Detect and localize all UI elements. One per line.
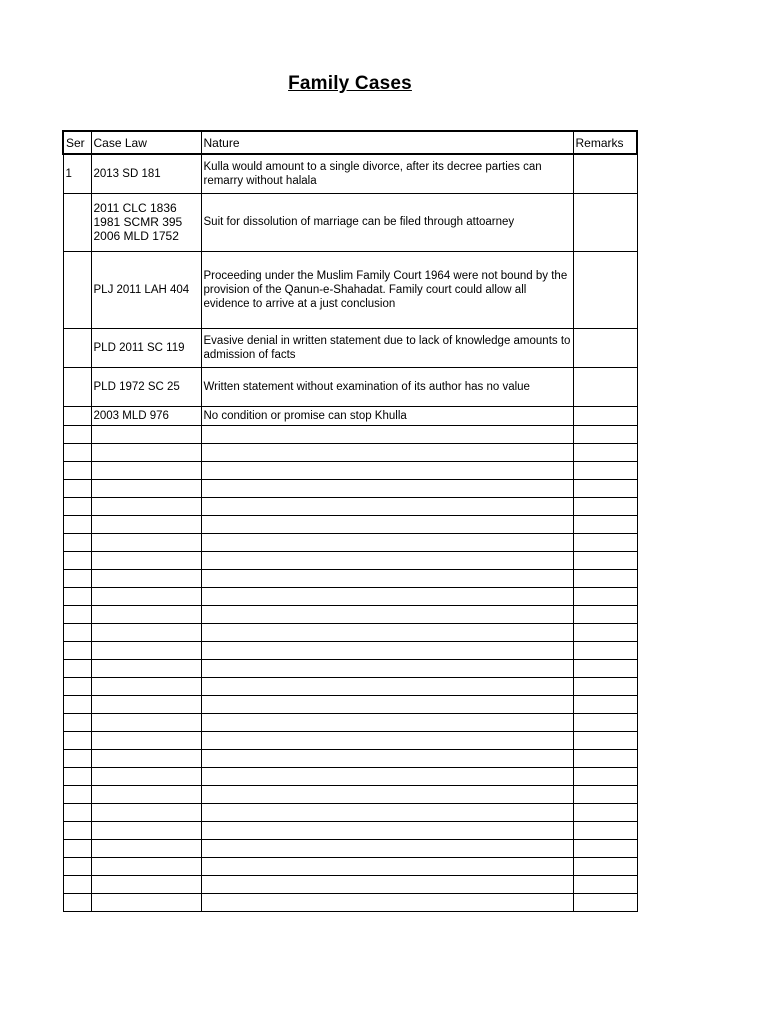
empty-cell xyxy=(201,749,573,767)
empty-cell xyxy=(91,641,201,659)
empty-cell xyxy=(63,605,91,623)
empty-cell xyxy=(91,731,201,749)
empty-cell xyxy=(573,893,637,911)
cell-case-law: 2011 CLC 1836 1981 SCMR 395 2006 MLD 1752 xyxy=(91,193,201,251)
empty-cell xyxy=(91,821,201,839)
empty-cell xyxy=(63,695,91,713)
cell-case-law: PLD 1972 SC 25 xyxy=(91,367,201,406)
empty-cell xyxy=(63,587,91,605)
empty-cell xyxy=(63,677,91,695)
header-case-law: Case Law xyxy=(91,131,201,154)
empty-cell xyxy=(63,479,91,497)
empty-cell xyxy=(63,551,91,569)
empty-table-row xyxy=(63,803,637,821)
cell-nature: No condition or promise can stop Khulla xyxy=(201,406,573,425)
empty-cell xyxy=(573,767,637,785)
empty-cell xyxy=(573,821,637,839)
cell-ser xyxy=(63,328,91,367)
empty-cell xyxy=(201,767,573,785)
empty-table-row xyxy=(63,677,637,695)
empty-table-row xyxy=(63,515,637,533)
empty-cell xyxy=(201,821,573,839)
empty-table-row xyxy=(63,785,637,803)
empty-cell xyxy=(573,515,637,533)
empty-cell xyxy=(91,749,201,767)
empty-cell xyxy=(91,857,201,875)
empty-cell xyxy=(573,749,637,767)
empty-cell xyxy=(63,857,91,875)
empty-cell xyxy=(573,443,637,461)
empty-cell xyxy=(573,569,637,587)
empty-cell xyxy=(91,875,201,893)
cell-remarks xyxy=(573,367,637,406)
empty-cell xyxy=(201,713,573,731)
empty-table-row xyxy=(63,893,637,911)
empty-cell xyxy=(91,551,201,569)
empty-table-row xyxy=(63,839,637,857)
table-row xyxy=(63,193,637,251)
empty-cell xyxy=(91,587,201,605)
empty-cell xyxy=(91,461,201,479)
table-row xyxy=(63,251,637,328)
empty-table-row xyxy=(63,857,637,875)
empty-cell xyxy=(91,695,201,713)
table-row xyxy=(63,154,637,193)
cell-nature: Evasive denial in written statement due to lack of knowledge amounts to admission of facts xyxy=(201,328,573,367)
empty-cell xyxy=(63,713,91,731)
empty-table-row xyxy=(63,425,637,443)
empty-cell xyxy=(63,821,91,839)
cell-nature: Suit for dissolution of marriage can be filed through attoarney xyxy=(201,193,573,251)
header-nature: Nature xyxy=(201,131,573,154)
table-header-row xyxy=(63,131,637,154)
header-ser: Ser xyxy=(63,131,91,154)
empty-table-row xyxy=(63,587,637,605)
empty-cell xyxy=(63,875,91,893)
empty-table-row xyxy=(63,461,637,479)
empty-cell xyxy=(201,893,573,911)
empty-cell xyxy=(573,551,637,569)
empty-cell xyxy=(91,425,201,443)
empty-cell xyxy=(63,839,91,857)
empty-cell xyxy=(573,461,637,479)
family-cases-table xyxy=(62,130,638,912)
empty-cell xyxy=(91,623,201,641)
empty-cell xyxy=(201,479,573,497)
empty-cell xyxy=(201,803,573,821)
empty-cell xyxy=(201,785,573,803)
empty-cell xyxy=(91,659,201,677)
table-row xyxy=(63,367,637,406)
empty-cell xyxy=(201,659,573,677)
empty-table-row xyxy=(63,497,637,515)
cell-ser xyxy=(63,251,91,328)
empty-cell xyxy=(573,875,637,893)
cell-nature: Proceeding under the Muslim Family Court 1964 were not bound by the provision of the Qanun-e-Shahadat. Family court could allow all evidence to arrive at a just conclusion xyxy=(201,251,573,328)
empty-cell xyxy=(201,605,573,623)
empty-cell xyxy=(63,461,91,479)
empty-cell xyxy=(91,605,201,623)
table-row xyxy=(63,328,637,367)
empty-cell xyxy=(63,749,91,767)
empty-cell xyxy=(63,659,91,677)
empty-table-row xyxy=(63,443,637,461)
empty-cell xyxy=(63,569,91,587)
empty-cell xyxy=(91,533,201,551)
empty-table-row xyxy=(63,641,637,659)
table-row xyxy=(63,406,637,425)
empty-cell xyxy=(63,425,91,443)
empty-cell xyxy=(201,623,573,641)
empty-table-row xyxy=(63,533,637,551)
empty-cell xyxy=(201,677,573,695)
empty-cell xyxy=(201,443,573,461)
empty-table-row xyxy=(63,605,637,623)
empty-cell xyxy=(63,497,91,515)
empty-cell xyxy=(201,461,573,479)
empty-cell xyxy=(63,641,91,659)
empty-cell xyxy=(201,875,573,893)
empty-cell xyxy=(63,731,91,749)
empty-cell xyxy=(63,533,91,551)
empty-cell xyxy=(91,713,201,731)
empty-cell xyxy=(91,479,201,497)
empty-cell xyxy=(91,767,201,785)
header-remarks: Remarks xyxy=(573,131,637,154)
empty-cell xyxy=(573,839,637,857)
empty-cell xyxy=(91,497,201,515)
cell-ser: 1 xyxy=(63,154,91,193)
cell-case-law: 2003 MLD 976 xyxy=(91,406,201,425)
empty-cell xyxy=(573,803,637,821)
empty-cell xyxy=(63,785,91,803)
empty-table-row xyxy=(63,767,637,785)
cell-ser xyxy=(63,367,91,406)
cell-ser xyxy=(63,406,91,425)
empty-table-row xyxy=(63,551,637,569)
empty-table-row xyxy=(63,875,637,893)
empty-cell xyxy=(573,641,637,659)
empty-cell xyxy=(201,731,573,749)
empty-cell xyxy=(201,839,573,857)
table-body xyxy=(63,154,637,911)
empty-cell xyxy=(573,587,637,605)
cell-ser xyxy=(63,193,91,251)
cell-remarks xyxy=(573,251,637,328)
empty-cell xyxy=(201,515,573,533)
empty-cell xyxy=(573,659,637,677)
empty-cell xyxy=(91,443,201,461)
empty-cell xyxy=(573,623,637,641)
empty-cell xyxy=(573,731,637,749)
empty-table-row xyxy=(63,479,637,497)
empty-table-row xyxy=(63,695,637,713)
empty-table-row xyxy=(63,749,637,767)
cell-case-law: PLD 2011 SC 119 xyxy=(91,328,201,367)
cell-case-law: PLJ 2011 LAH 404 xyxy=(91,251,201,328)
empty-cell xyxy=(573,425,637,443)
cell-remarks xyxy=(573,328,637,367)
empty-cell xyxy=(573,713,637,731)
empty-cell xyxy=(91,839,201,857)
empty-cell xyxy=(91,515,201,533)
empty-table-row xyxy=(63,659,637,677)
cell-nature: Kulla would amount to a single divorce, after its decree parties can remarry without halala xyxy=(201,154,573,193)
empty-cell xyxy=(91,893,201,911)
empty-cell xyxy=(573,785,637,803)
empty-cell xyxy=(201,857,573,875)
empty-table-row xyxy=(63,821,637,839)
empty-table-row xyxy=(63,713,637,731)
page-title: Family Cases xyxy=(288,73,412,94)
empty-table-row xyxy=(63,731,637,749)
empty-cell xyxy=(573,677,637,695)
empty-cell xyxy=(91,785,201,803)
cell-remarks xyxy=(573,193,637,251)
empty-cell xyxy=(201,695,573,713)
empty-cell xyxy=(91,803,201,821)
cell-remarks xyxy=(573,406,637,425)
empty-cell xyxy=(91,569,201,587)
cell-nature: Written statement without examination of its author has no value xyxy=(201,367,573,406)
empty-table-row xyxy=(63,623,637,641)
empty-cell xyxy=(201,641,573,659)
empty-cell xyxy=(63,515,91,533)
empty-cell xyxy=(63,803,91,821)
empty-table-row xyxy=(63,569,637,587)
empty-cell xyxy=(201,569,573,587)
empty-cell xyxy=(201,497,573,515)
empty-cell xyxy=(573,605,637,623)
empty-cell xyxy=(63,893,91,911)
empty-cell xyxy=(573,695,637,713)
empty-cell xyxy=(201,587,573,605)
cell-case-law: 2013 SD 181 xyxy=(91,154,201,193)
empty-cell xyxy=(573,479,637,497)
cell-remarks xyxy=(573,154,637,193)
empty-cell xyxy=(201,533,573,551)
empty-cell xyxy=(573,497,637,515)
empty-cell xyxy=(63,443,91,461)
empty-cell xyxy=(201,551,573,569)
empty-cell xyxy=(63,623,91,641)
empty-cell xyxy=(573,857,637,875)
empty-cell xyxy=(63,767,91,785)
empty-cell xyxy=(201,425,573,443)
empty-cell xyxy=(91,677,201,695)
empty-cell xyxy=(573,533,637,551)
